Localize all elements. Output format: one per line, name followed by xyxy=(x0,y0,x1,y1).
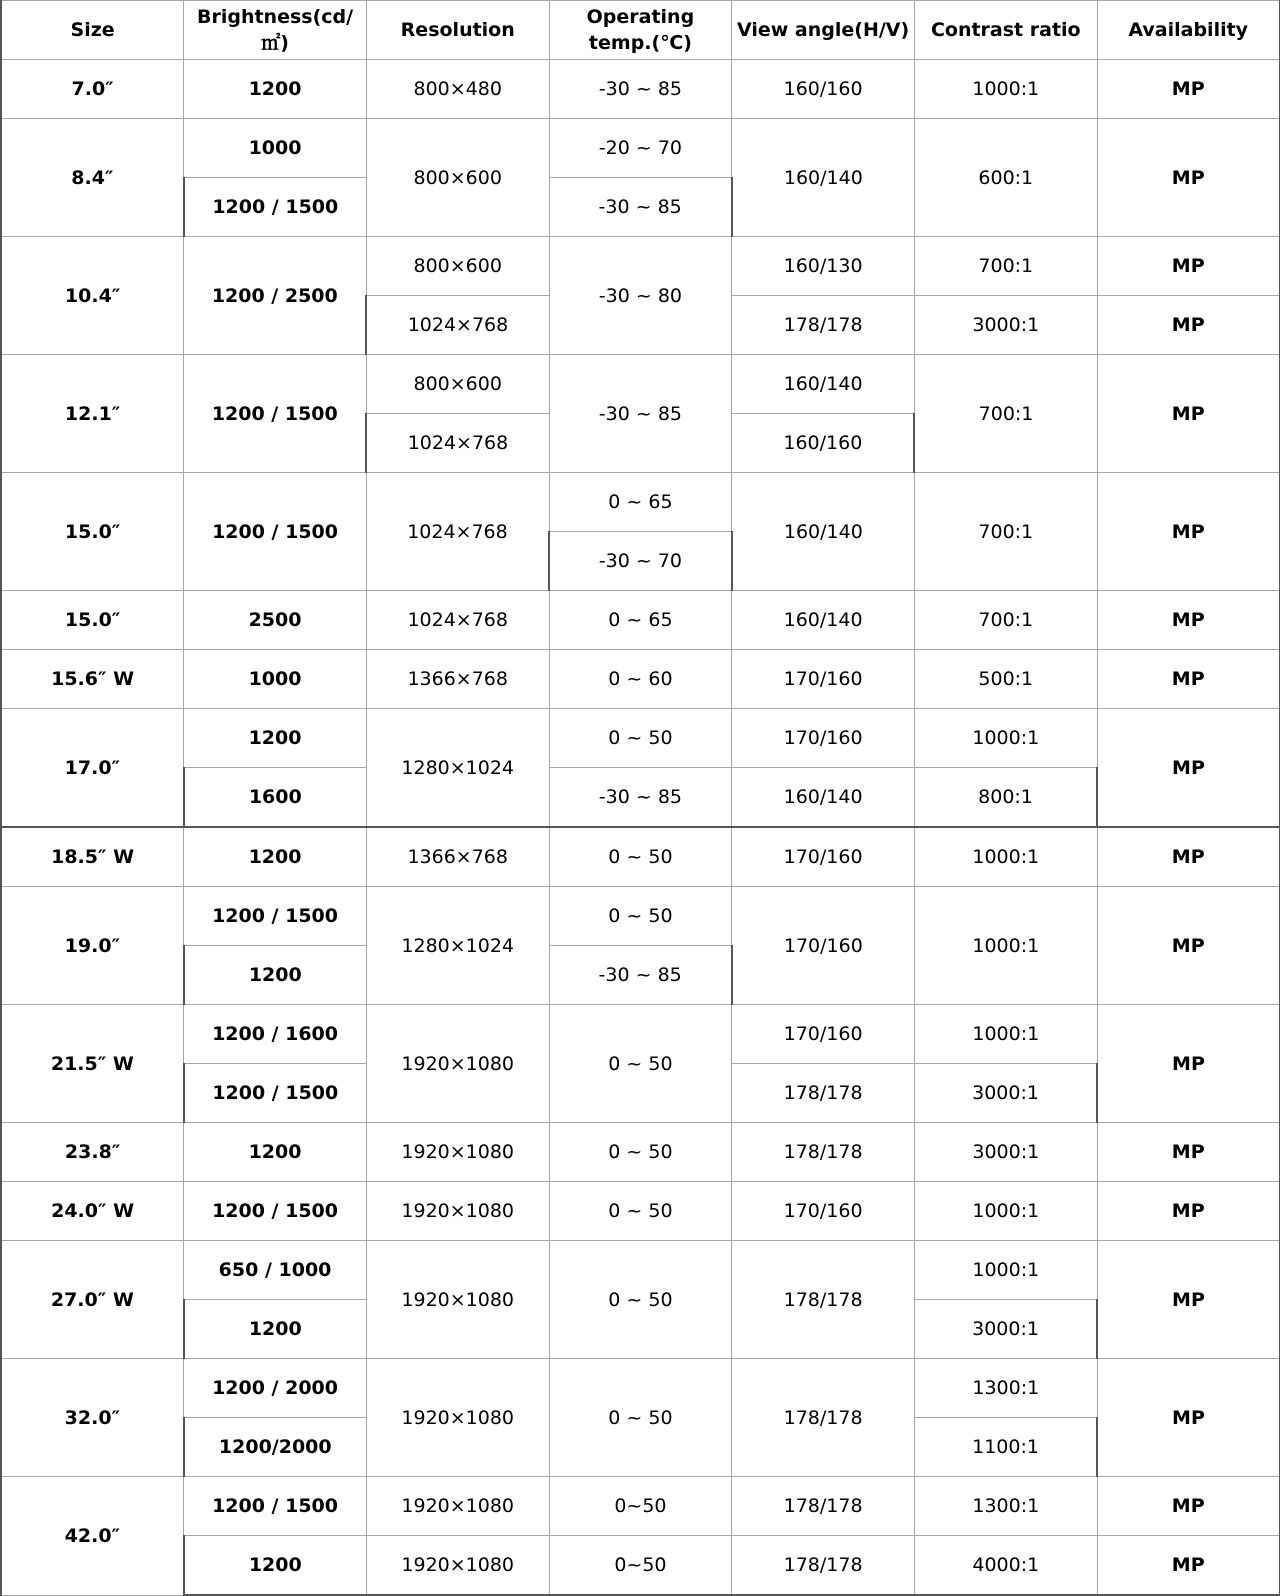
cell-resolution: 1920×1080 xyxy=(366,1536,549,1596)
cell-operating-temp: -30 ~ 80 xyxy=(549,237,732,355)
table-row xyxy=(1,650,1280,709)
cell-brightness: 1200 xyxy=(184,709,367,768)
cell-contrast-ratio: 3000:1 xyxy=(914,1123,1097,1182)
table-row xyxy=(1,119,1280,178)
cell-view-angle: 178/178 xyxy=(732,1241,915,1359)
cell-size: 23.8″ xyxy=(1,1123,184,1182)
cell-contrast-ratio: 800:1 xyxy=(914,768,1097,828)
cell-size: 15.0″ xyxy=(1,591,184,650)
cell-contrast-ratio: 700:1 xyxy=(914,355,1097,473)
cell-operating-temp: -30 ~ 85 xyxy=(549,355,732,473)
cell-resolution: 1024×768 xyxy=(366,473,549,591)
cell-operating-temp: 0 ~ 60 xyxy=(549,650,732,709)
cell-availability: MP xyxy=(1097,1536,1280,1596)
table-row xyxy=(1,768,1280,828)
cell-operating-temp: 0 ~ 50 xyxy=(549,887,732,946)
cell-brightness: 1200 / 1500 xyxy=(184,1064,367,1123)
cell-brightness: 2500 xyxy=(184,591,367,650)
cell-view-angle: 160/140 xyxy=(732,119,915,237)
cell-view-angle: 178/178 xyxy=(732,1359,915,1477)
cell-size: 8.4″ xyxy=(1,119,184,237)
cell-size: 42.0″ xyxy=(1,1477,184,1596)
header-contrast-ratio: Contrast ratio xyxy=(914,1,1097,60)
cell-view-angle: 160/160 xyxy=(732,60,915,119)
cell-brightness: 1200/2000 xyxy=(184,1418,367,1477)
cell-view-angle: 170/160 xyxy=(732,827,915,887)
cell-resolution: 800×600 xyxy=(366,355,549,414)
header-size: Size xyxy=(1,1,184,60)
cell-operating-temp: 0 ~ 65 xyxy=(549,591,732,650)
cell-availability: MP xyxy=(1097,1182,1280,1241)
cell-brightness: 1200 / 1600 xyxy=(184,1005,367,1064)
cell-operating-temp: 0 ~ 50 xyxy=(549,1241,732,1359)
table-row xyxy=(1,887,1280,946)
cell-contrast-ratio: 1000:1 xyxy=(914,1241,1097,1300)
cell-operating-temp: 0 ~ 50 xyxy=(549,1123,732,1182)
cell-resolution: 1920×1080 xyxy=(366,1123,549,1182)
cell-availability: MP xyxy=(1097,887,1280,1005)
cell-resolution: 1366×768 xyxy=(366,827,549,887)
cell-brightness: 1200 / 2500 xyxy=(184,237,367,355)
cell-brightness: 1200 / 1500 xyxy=(184,1477,367,1536)
cell-contrast-ratio: 1300:1 xyxy=(914,1477,1097,1536)
table-row xyxy=(1,1241,1280,1300)
cell-operating-temp: -30 ~ 85 xyxy=(549,178,732,237)
cell-availability: MP xyxy=(1097,1359,1280,1477)
table-row xyxy=(1,1005,1280,1064)
cell-resolution: 1024×768 xyxy=(366,591,549,650)
table-row xyxy=(1,1359,1280,1418)
table-row xyxy=(1,1536,1280,1596)
cell-brightness: 1200 / 1500 xyxy=(184,1182,367,1241)
cell-size: 7.0″ xyxy=(1,60,184,119)
cell-operating-temp: 0 ~ 50 xyxy=(549,1005,732,1123)
cell-operating-temp: 0~50 xyxy=(549,1536,732,1596)
cell-size: 24.0″ W xyxy=(1,1182,184,1241)
cell-resolution: 800×600 xyxy=(366,237,549,296)
cell-view-angle: 160/160 xyxy=(732,414,915,473)
cell-brightness: 1200 / 1500 xyxy=(184,473,367,591)
cell-availability: MP xyxy=(1097,709,1280,828)
cell-contrast-ratio: 1000:1 xyxy=(914,60,1097,119)
table-row xyxy=(1,60,1280,119)
cell-resolution: 1920×1080 xyxy=(366,1477,549,1536)
cell-contrast-ratio: 4000:1 xyxy=(914,1536,1097,1596)
cell-resolution: 800×480 xyxy=(366,60,549,119)
cell-contrast-ratio: 1000:1 xyxy=(914,709,1097,768)
cell-operating-temp: 0 ~ 50 xyxy=(549,1182,732,1241)
cell-availability: MP xyxy=(1097,473,1280,591)
cell-availability: MP xyxy=(1097,1477,1280,1536)
cell-operating-temp: -30 ~ 85 xyxy=(549,60,732,119)
cell-availability: MP xyxy=(1097,355,1280,473)
cell-size: 27.0″ W xyxy=(1,1241,184,1359)
cell-size: 17.0″ xyxy=(1,709,184,828)
cell-contrast-ratio: 3000:1 xyxy=(914,1300,1097,1359)
cell-view-angle: 160/130 xyxy=(732,237,915,296)
cell-view-angle: 170/160 xyxy=(732,887,915,1005)
cell-view-angle: 178/178 xyxy=(732,296,915,355)
cell-brightness: 1200 xyxy=(184,946,367,1005)
header-row xyxy=(1,1,1280,60)
cell-contrast-ratio: 3000:1 xyxy=(914,1064,1097,1123)
cell-resolution: 1920×1080 xyxy=(366,1359,549,1477)
cell-contrast-ratio: 700:1 xyxy=(914,591,1097,650)
header-brightness: Brightness(cd/㎡) xyxy=(184,1,367,60)
cell-contrast-ratio: 500:1 xyxy=(914,650,1097,709)
cell-contrast-ratio: 1000:1 xyxy=(914,887,1097,1005)
cell-resolution: 1920×1080 xyxy=(366,1005,549,1123)
cell-resolution: 800×600 xyxy=(366,119,549,237)
cell-size: 19.0″ xyxy=(1,887,184,1005)
cell-resolution: 1366×768 xyxy=(366,650,549,709)
cell-size: 12.1″ xyxy=(1,355,184,473)
cell-operating-temp: 0 ~ 50 xyxy=(549,709,732,768)
cell-availability: MP xyxy=(1097,237,1280,296)
cell-resolution: 1280×1024 xyxy=(366,887,549,1005)
cell-size: 18.5″ W xyxy=(1,827,184,887)
cell-view-angle: 178/178 xyxy=(732,1536,915,1596)
cell-availability: MP xyxy=(1097,827,1280,887)
cell-view-angle: 160/140 xyxy=(732,473,915,591)
cell-operating-temp: 0 ~ 50 xyxy=(549,827,732,887)
cell-availability: MP xyxy=(1097,296,1280,355)
cell-view-angle: 170/160 xyxy=(732,709,915,768)
table-row xyxy=(1,355,1280,414)
cell-contrast-ratio: 1000:1 xyxy=(914,827,1097,887)
table-row xyxy=(1,473,1280,532)
cell-availability: MP xyxy=(1097,650,1280,709)
cell-availability: MP xyxy=(1097,119,1280,237)
table-row xyxy=(1,1182,1280,1241)
cell-brightness: 1200 xyxy=(184,1123,367,1182)
header-resolution: Resolution xyxy=(366,1,549,60)
cell-contrast-ratio: 700:1 xyxy=(914,237,1097,296)
cell-availability: MP xyxy=(1097,1241,1280,1359)
cell-resolution: 1280×1024 xyxy=(366,709,549,828)
cell-resolution: 1920×1080 xyxy=(366,1182,549,1241)
cell-view-angle: 160/140 xyxy=(732,591,915,650)
table-row xyxy=(1,1123,1280,1182)
cell-brightness: 650 / 1000 xyxy=(184,1241,367,1300)
cell-brightness: 1000 xyxy=(184,119,367,178)
cell-resolution: 1920×1080 xyxy=(366,1241,549,1359)
cell-contrast-ratio: 3000:1 xyxy=(914,296,1097,355)
cell-brightness: 1200 xyxy=(184,827,367,887)
cell-view-angle: 178/178 xyxy=(732,1477,915,1536)
cell-view-angle: 170/160 xyxy=(732,1182,915,1241)
cell-contrast-ratio: 1300:1 xyxy=(914,1359,1097,1418)
cell-operating-temp: -30 ~ 85 xyxy=(549,768,732,828)
cell-view-angle: 160/140 xyxy=(732,355,915,414)
cell-view-angle: 170/160 xyxy=(732,650,915,709)
cell-brightness: 1200 / 1500 xyxy=(184,355,367,473)
cell-brightness: 1000 xyxy=(184,650,367,709)
cell-view-angle: 178/178 xyxy=(732,1123,915,1182)
cell-contrast-ratio: 1100:1 xyxy=(914,1418,1097,1477)
cell-view-angle: 178/178 xyxy=(732,1064,915,1123)
cell-size: 21.5″ W xyxy=(1,1005,184,1123)
cell-resolution: 1024×768 xyxy=(366,414,549,473)
cell-contrast-ratio: 600:1 xyxy=(914,119,1097,237)
cell-availability: MP xyxy=(1097,60,1280,119)
cell-availability: MP xyxy=(1097,591,1280,650)
cell-operating-temp: -30 ~ 70 xyxy=(549,532,732,591)
cell-contrast-ratio: 700:1 xyxy=(914,473,1097,591)
cell-brightness: 1200 / 1500 xyxy=(184,178,367,237)
cell-operating-temp: 0 ~ 50 xyxy=(549,1359,732,1477)
cell-size: 32.0″ xyxy=(1,1359,184,1477)
header-availability: Availability xyxy=(1097,1,1280,60)
cell-availability: MP xyxy=(1097,1005,1280,1123)
cell-operating-temp: 0~50 xyxy=(549,1477,732,1536)
table-row xyxy=(1,591,1280,650)
table-row xyxy=(1,237,1280,296)
header-view-angle: View angle(H/V) xyxy=(732,1,915,60)
table-row xyxy=(1,709,1280,768)
table-row xyxy=(1,827,1280,887)
cell-contrast-ratio: 1000:1 xyxy=(914,1182,1097,1241)
cell-size: 15.6″ W xyxy=(1,650,184,709)
cell-brightness: 1200 / 2000 xyxy=(184,1359,367,1418)
cell-operating-temp: -20 ~ 70 xyxy=(549,119,732,178)
cell-operating-temp: -30 ~ 85 xyxy=(549,946,732,1005)
cell-brightness: 1200 xyxy=(184,1536,367,1596)
table-row xyxy=(1,1477,1280,1536)
cell-size: 10.4″ xyxy=(1,237,184,355)
header-operating-temp: Operating temp.(℃) xyxy=(549,1,732,60)
cell-brightness: 1200 xyxy=(184,1300,367,1359)
cell-brightness: 1200 xyxy=(184,60,367,119)
cell-resolution: 1024×768 xyxy=(366,296,549,355)
cell-availability: MP xyxy=(1097,1123,1280,1182)
cell-operating-temp: 0 ~ 65 xyxy=(549,473,732,532)
cell-view-angle: 160/140 xyxy=(732,768,915,828)
cell-view-angle: 170/160 xyxy=(732,1005,915,1064)
cell-contrast-ratio: 1000:1 xyxy=(914,1005,1097,1064)
cell-size: 15.0″ xyxy=(1,473,184,591)
cell-brightness: 1200 / 1500 xyxy=(184,887,367,946)
cell-brightness: 1600 xyxy=(184,768,367,828)
